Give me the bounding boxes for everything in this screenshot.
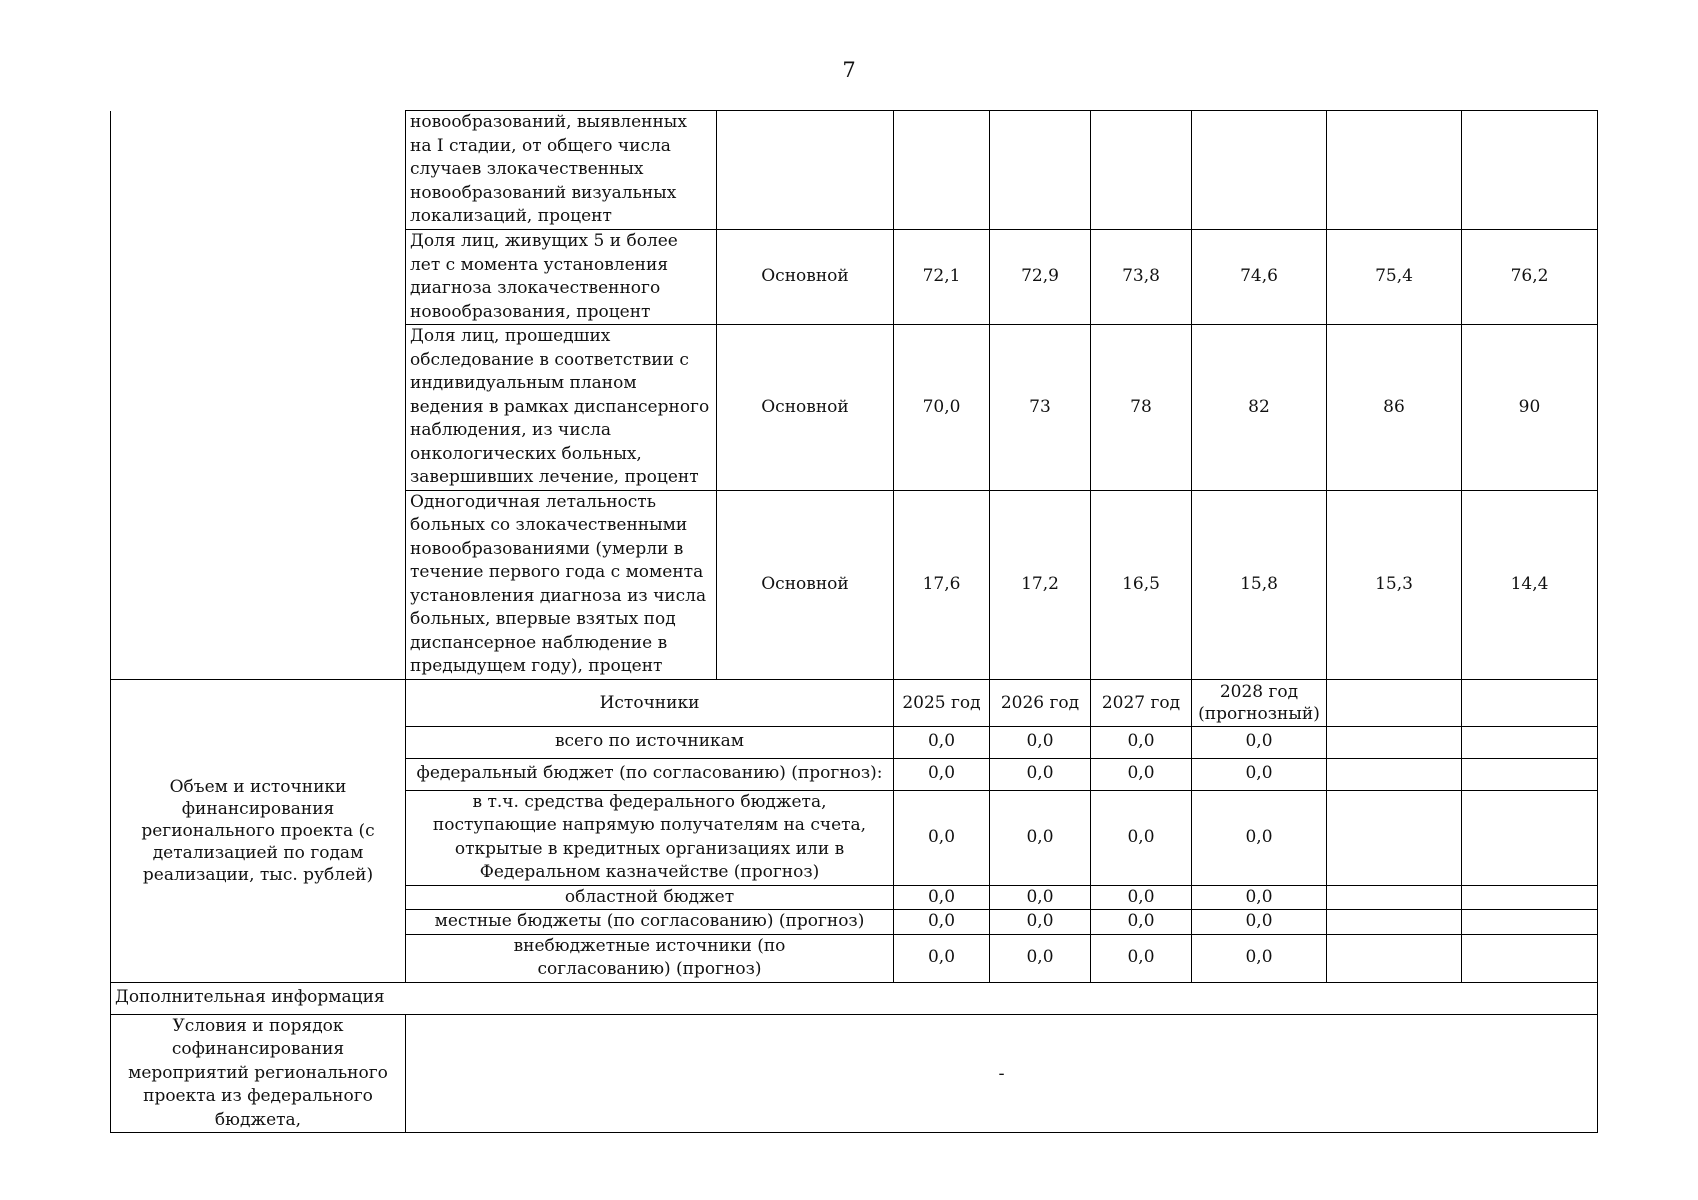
empty-cell xyxy=(1327,758,1462,790)
financing-value: 0,0 xyxy=(990,934,1091,982)
financing-year-header: 2027 год xyxy=(1091,679,1192,726)
financing-year-header: 2026 год xyxy=(990,679,1091,726)
indicator-value: 15,3 xyxy=(1327,490,1462,679)
financing-value: 0,0 xyxy=(1192,758,1327,790)
financing-value: 0,0 xyxy=(894,790,990,885)
indicator-type: Основной xyxy=(717,325,894,491)
financing-source-name: федеральный бюджет (по согласованию) (прогноз): xyxy=(406,758,894,790)
regional-project-table xyxy=(110,110,1598,1133)
empty-cell xyxy=(1327,934,1462,982)
indicator-value: 72,9 xyxy=(990,230,1091,325)
financing-value: 0,0 xyxy=(1091,790,1192,885)
financing-value: 0,0 xyxy=(990,885,1091,910)
financing-year-header: 2028 год (прогнозный) xyxy=(1192,679,1327,726)
indicator-type xyxy=(717,111,894,230)
financing-value: 0,0 xyxy=(1192,885,1327,910)
indicator-value xyxy=(1462,111,1598,230)
financing-label: Объем и источники финансирования регионального проекта (с детализацией по годам реализации, тыс. рублей) xyxy=(111,679,406,982)
indicator-name: Доля лиц, живущих 5 и более лет с момента установления диагноза злокачественного новообразования, процент xyxy=(406,230,717,325)
financing-value: 0,0 xyxy=(1192,790,1327,885)
indicator-value xyxy=(1327,111,1462,230)
empty-cell xyxy=(1462,679,1598,726)
indicator-value: 74,6 xyxy=(1192,230,1327,325)
indicator-value xyxy=(1192,111,1327,230)
indicator-value: 17,6 xyxy=(894,490,990,679)
empty-cell xyxy=(1462,910,1598,935)
financing-source-name: внебюджетные источники (по согласованию) (прогноз) xyxy=(406,934,894,982)
financing-value: 0,0 xyxy=(1192,726,1327,758)
empty-cell xyxy=(1327,726,1462,758)
financing-value: 0,0 xyxy=(894,726,990,758)
additional-info-heading: Дополнительная информация xyxy=(111,982,1598,1014)
financing-source-name: местные бюджеты (по согласованию) (прогноз) xyxy=(406,910,894,935)
empty-cell xyxy=(1462,885,1598,910)
financing-header-row xyxy=(111,679,1598,726)
financing-value: 0,0 xyxy=(894,885,990,910)
financing-value: 0,0 xyxy=(1091,726,1192,758)
cofinancing-row xyxy=(111,1014,1598,1133)
financing-value: 0,0 xyxy=(1192,934,1327,982)
indicator-value: 16,5 xyxy=(1091,490,1192,679)
empty-cell xyxy=(1327,790,1462,885)
indicator-value xyxy=(1091,111,1192,230)
indicator-value: 75,4 xyxy=(1327,230,1462,325)
financing-value: 0,0 xyxy=(990,790,1091,885)
financing-source-name: всего по источникам xyxy=(406,726,894,758)
cofinancing-value: - xyxy=(406,1014,1598,1133)
indicator-type: Основной xyxy=(717,490,894,679)
empty-cell xyxy=(1327,910,1462,935)
indicator-value xyxy=(990,111,1091,230)
financing-source-name: областной бюджет xyxy=(406,885,894,910)
financing-value: 0,0 xyxy=(894,758,990,790)
indicator-value: 73 xyxy=(990,325,1091,491)
indicator-value: 72,1 xyxy=(894,230,990,325)
indicator-row xyxy=(111,111,1598,230)
empty-cell xyxy=(1327,679,1462,726)
financing-year-header: 2025 год xyxy=(894,679,990,726)
financing-value: 0,0 xyxy=(1091,934,1192,982)
empty-cell xyxy=(1462,934,1598,982)
financing-value: 0,0 xyxy=(990,758,1091,790)
financing-source-name: в т.ч. средства федерального бюджета, поступающие напрямую получателям на счета, открытые в кредитных организациях или в Федеральном казначействе (прогноз) xyxy=(406,790,894,885)
indicator-value: 73,8 xyxy=(1091,230,1192,325)
financing-value: 0,0 xyxy=(894,934,990,982)
empty-cell xyxy=(1462,790,1598,885)
indicator-name: Доля лиц, прошедших обследование в соответствии с индивидуальным планом ведения в рамках диспансерного наблюдения, из числа онкологических больных, завершивших лечение, процент xyxy=(406,325,717,491)
indicator-value: 90 xyxy=(1462,325,1598,491)
cofinancing-label: Условия и порядок софинансирования мероприятий регионального проекта из федерального бюджета, xyxy=(111,1014,406,1133)
financing-value: 0,0 xyxy=(1091,910,1192,935)
indicator-type: Основной xyxy=(717,230,894,325)
additional-info-row xyxy=(111,982,1598,1014)
empty-cell xyxy=(1462,726,1598,758)
indicator-name: Одногодичная летальность больных со злокачественными новообразованиями (умерли в течение первого года с момента установления диагноза из числа больных, впервые взятых под диспансерное наблюдение в предыдущем году), процент xyxy=(406,490,717,679)
financing-value: 0,0 xyxy=(1192,910,1327,935)
indicator-value: 76,2 xyxy=(1462,230,1598,325)
indicator-value: 70,0 xyxy=(894,325,990,491)
page-number: 7 xyxy=(842,58,856,82)
indicator-value: 82 xyxy=(1192,325,1327,491)
financing-value: 0,0 xyxy=(1091,758,1192,790)
indicator-value: 86 xyxy=(1327,325,1462,491)
financing-value: 0,0 xyxy=(1091,885,1192,910)
indicators-left-cell xyxy=(111,111,406,680)
indicator-value xyxy=(894,111,990,230)
empty-cell xyxy=(1462,758,1598,790)
financing-value: 0,0 xyxy=(894,910,990,935)
indicator-value: 15,8 xyxy=(1192,490,1327,679)
indicator-value: 17,2 xyxy=(990,490,1091,679)
indicator-value: 14,4 xyxy=(1462,490,1598,679)
indicator-name: новообразований, выявленных на I стадии, от общего числа случаев злокачественных новообразований визуальных локализаций, процент xyxy=(406,111,717,230)
empty-cell xyxy=(1327,885,1462,910)
financing-value: 0,0 xyxy=(990,726,1091,758)
financing-sources-header: Источники xyxy=(406,679,894,726)
financing-value: 0,0 xyxy=(990,910,1091,935)
indicator-value: 78 xyxy=(1091,325,1192,491)
